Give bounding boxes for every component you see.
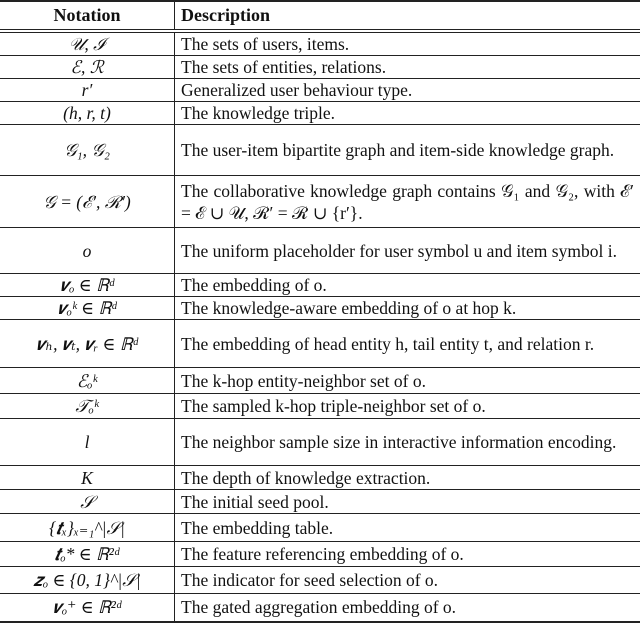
table-row xyxy=(0,466,640,490)
header-notation: Notation xyxy=(0,1,175,31)
table-row xyxy=(0,419,640,466)
notation-cell: 𝒛ₒ ∈ {0, 1}^|𝒮| xyxy=(0,567,175,594)
table-row xyxy=(0,514,640,542)
description-cell: The k-hop entity-neighbor set of o. xyxy=(175,368,640,394)
description-cell: The knowledge triple. xyxy=(175,102,640,125)
description-cell: The embedding of head entity h, tail entity t, and relation r. xyxy=(175,320,640,368)
table-row xyxy=(0,79,640,102)
description-cell: The indicator for seed selection of o. xyxy=(175,567,640,594)
table-row xyxy=(0,394,640,419)
description-cell: The knowledge-aware embedding of o at hop k. xyxy=(175,297,640,320)
table-row xyxy=(0,176,640,228)
description-cell: The collaborative knowledge graph contains 𝒢₁ and 𝒢₂, with ℰ′ = ℰ ∪ 𝒰, ℛ′ = ℛ ∪ {r′}. xyxy=(175,176,640,228)
notation-cell: ℰ, ℛ xyxy=(0,56,175,79)
notation-cell: 𝒗ₒ ∈ ℝᵈ xyxy=(0,274,175,297)
notation-cell: 𝒢₁, 𝒢₂ xyxy=(0,125,175,176)
table-row xyxy=(0,31,640,56)
table-row xyxy=(0,567,640,594)
notation-cell: l xyxy=(0,419,175,466)
description-cell: The sampled k-hop triple-neighbor set of o. xyxy=(175,394,640,419)
description-cell: The embedding of o. xyxy=(175,274,640,297)
description-cell: The sets of users, items. xyxy=(175,31,640,56)
description-cell: The depth of knowledge extraction. xyxy=(175,466,640,490)
notation-cell: 𝒯ₒᵏ xyxy=(0,394,175,419)
description-cell: The embedding table. xyxy=(175,514,640,542)
header-row xyxy=(0,1,640,31)
description-cell: The gated aggregation embedding of o. xyxy=(175,594,640,622)
table-row xyxy=(0,490,640,514)
table-row xyxy=(0,320,640,368)
table-row xyxy=(0,102,640,125)
notation-cell: 𝒮 xyxy=(0,490,175,514)
table-row xyxy=(0,594,640,622)
table-row xyxy=(0,125,640,176)
notation-cell: 𝒕ₒ* ∈ ℝ²ᵈ xyxy=(0,542,175,567)
notation-cell: K xyxy=(0,466,175,490)
description-cell: The neighbor sample size in interactive information encoding. xyxy=(175,419,640,466)
description-cell: The user-item bipartite graph and item-side knowledge graph. xyxy=(175,125,640,176)
notation-cell: 𝒗ₒ⁺ ∈ ℝ²ᵈ xyxy=(0,594,175,622)
description-cell: The feature referencing embedding of o. xyxy=(175,542,640,567)
notation-cell: 𝒰, ℐ xyxy=(0,31,175,56)
description-cell: The sets of entities, relations. xyxy=(175,56,640,79)
table-row xyxy=(0,368,640,394)
notation-cell: o xyxy=(0,228,175,274)
notation-cell: 𝒗ₕ, 𝒗ₜ, 𝒗ᵣ ∈ ℝᵈ xyxy=(0,320,175,368)
table-row xyxy=(0,228,640,274)
notation-cell: 𝒗ₒᵏ ∈ ℝᵈ xyxy=(0,297,175,320)
table-row xyxy=(0,274,640,297)
notation-cell: (h, r, t) xyxy=(0,102,175,125)
description-cell: The uniform placeholder for user symbol u and item symbol i. xyxy=(175,228,640,274)
notation-cell: 𝒢 = (ℰ′, ℛ′) xyxy=(0,176,175,228)
header-description: Description xyxy=(175,1,640,31)
description-cell: Generalized user behaviour type. xyxy=(175,79,640,102)
notation-cell: {𝒕ₓ}ₓ₌₁^|𝒮| xyxy=(0,514,175,542)
table-row xyxy=(0,542,640,567)
description-cell: The initial seed pool. xyxy=(175,490,640,514)
table-row xyxy=(0,297,640,320)
notation-cell: ℰₒᵏ xyxy=(0,368,175,394)
table-row xyxy=(0,56,640,79)
notation-cell: r′ xyxy=(0,79,175,102)
